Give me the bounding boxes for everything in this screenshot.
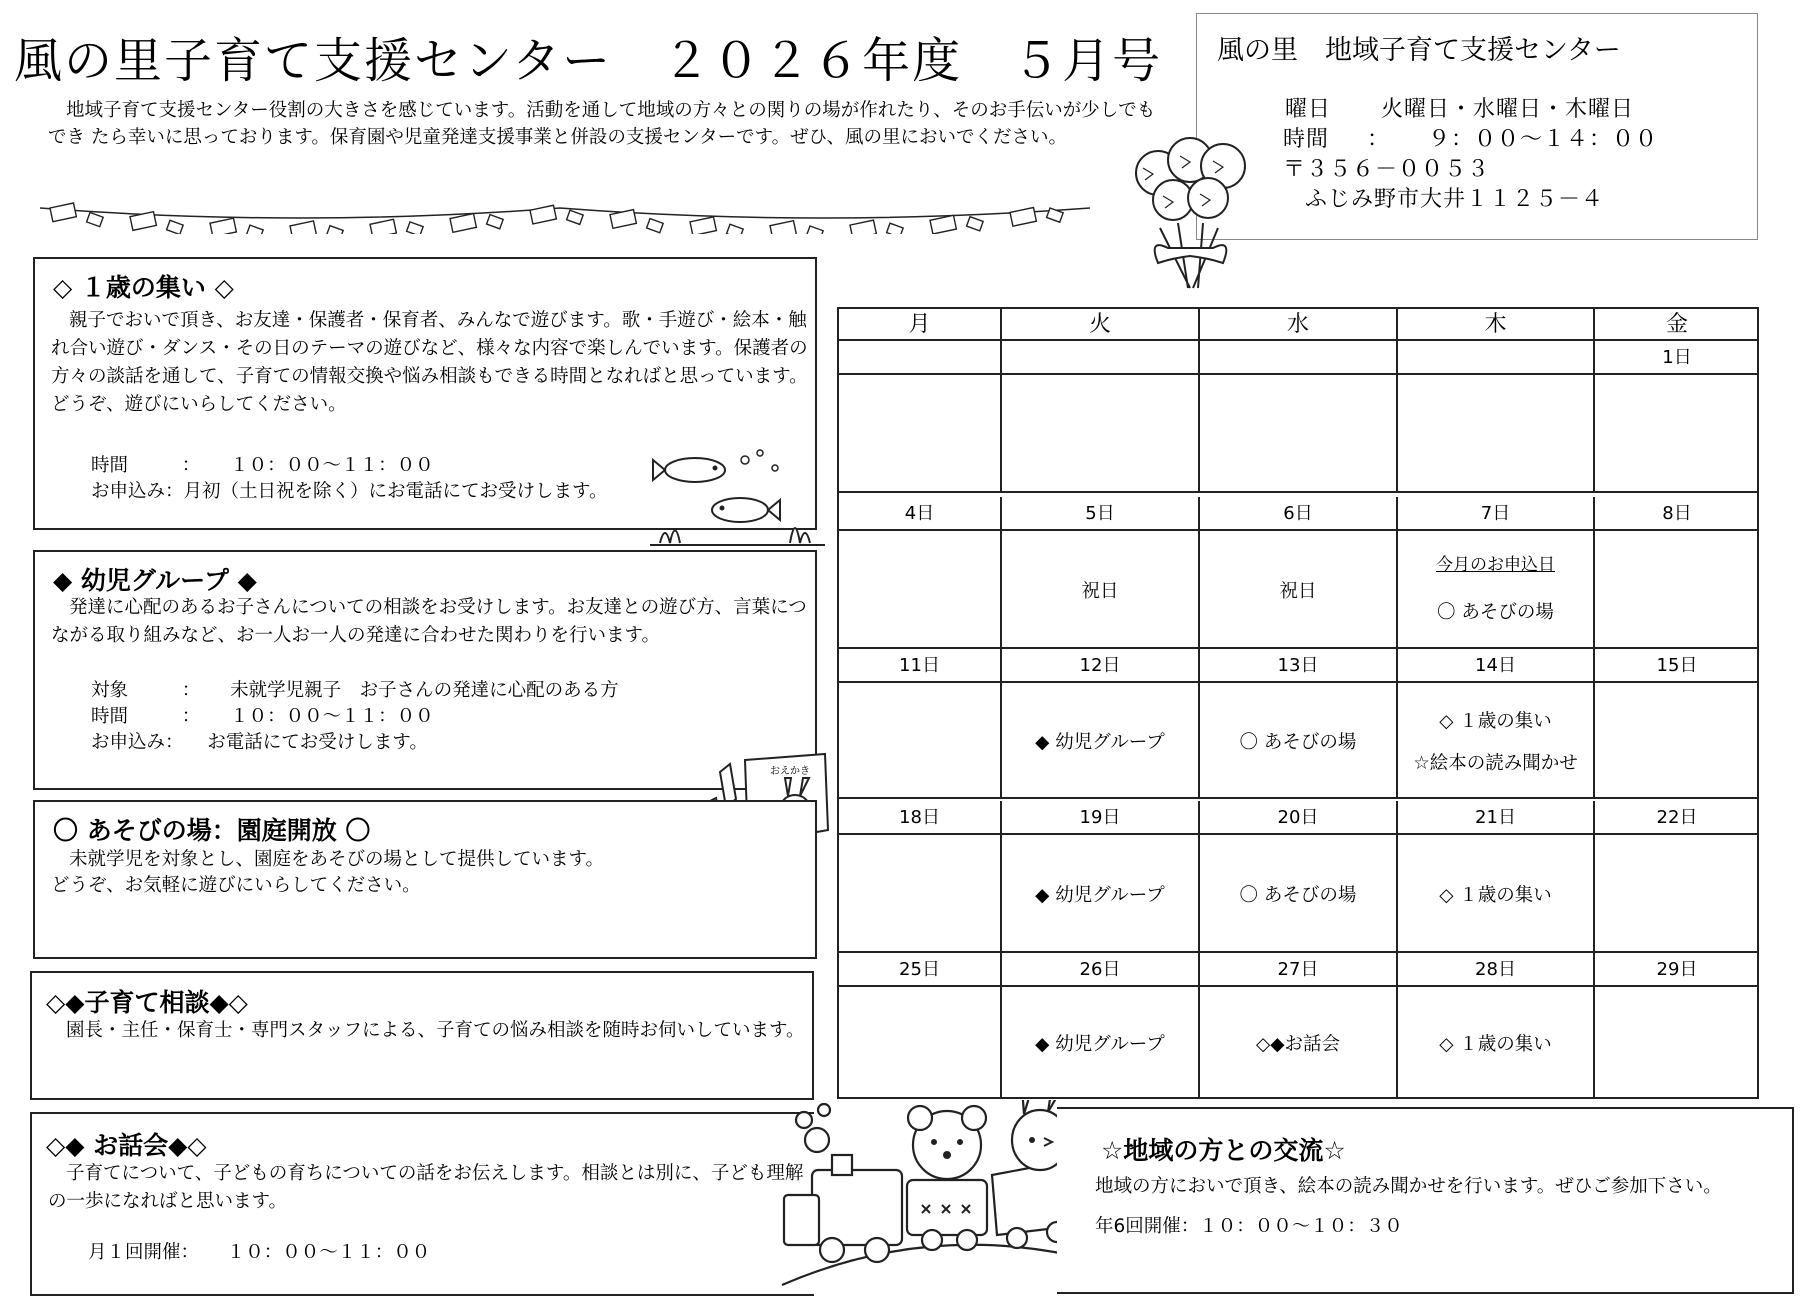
calendar-weekday-header: 木 (1398, 309, 1595, 341)
calendar-date: 8日 (1595, 497, 1759, 531)
calendar-day-cell (1200, 835, 1398, 953)
calendar-day-cell (1200, 987, 1398, 1099)
bunting-flag (370, 219, 396, 234)
calendar-event: 〇 あそびの場 (1239, 732, 1357, 753)
info-time-sep: ： (1367, 127, 1391, 152)
calendar-date: 27日 (1200, 953, 1398, 987)
calendar-event: ◆ 幼児グループ (1035, 885, 1165, 906)
bunting-decoration (40, 200, 1090, 230)
infant-group-apply (91, 728, 428, 754)
calendar-event: 〇 あそびの場 (1437, 602, 1554, 623)
section-one-year-apply (91, 477, 608, 503)
calendar-date (1002, 341, 1200, 375)
info-box (1196, 13, 1758, 240)
bunting-flag (930, 215, 956, 234)
bunting-star (647, 219, 664, 233)
calendar-day-cell (839, 835, 1002, 953)
one-year-apply-value: ：月初（土日祝を除く）にお電話にてお受けします。 (165, 481, 608, 502)
bunting-star (487, 215, 504, 229)
bunting-star (407, 222, 424, 234)
bunting-star (327, 226, 344, 234)
calendar-event: ◇◆お話会 (1256, 1034, 1340, 1055)
calendar-day-cell (1002, 375, 1200, 493)
infant-target-label: 対象 (91, 680, 129, 701)
infant-group-target (91, 676, 619, 702)
calendar-event: ◇ １歳の集い (1439, 885, 1552, 906)
bunting-star (727, 224, 744, 234)
bunting-flag (210, 218, 236, 234)
section-one-year-title: ◇ １歳の集い ◇ (53, 273, 234, 302)
calendar-weekday-header: 水 (1200, 309, 1398, 341)
talk-schedule-label: 月１回開催： (88, 1242, 200, 1263)
bunting-star (87, 212, 104, 226)
calendar-date: 13日 (1200, 649, 1398, 683)
infant-time-label: 時間 (91, 706, 129, 727)
infant-time-value: １０：００～１１：００ (230, 706, 434, 727)
infant-apply-label: お申込み： (91, 732, 184, 753)
calendar-date: 6日 (1200, 497, 1398, 531)
bunting-flag (50, 203, 76, 222)
calendar-date: 20日 (1200, 801, 1398, 835)
calendar-event: 今月のお申込日 (1436, 555, 1555, 575)
calendar-day-cell (1002, 531, 1200, 649)
calendar-event: ◇ １歳の集い (1439, 711, 1552, 732)
calendar-day-cell (1398, 375, 1595, 493)
community-text: 地域の方においで頂き、絵本の読み聞かせを行います。ぜひご参加下さい。 (1095, 1176, 1722, 1197)
bunting-flag (450, 214, 476, 233)
play-area-line2: どうぞ、お気軽に遊びにいらしてください。 (51, 875, 421, 896)
calendar-day-cell (1002, 835, 1200, 953)
carnation-bouquet-illustration (1118, 128, 1268, 297)
calendar-date: 1日 (1595, 341, 1759, 375)
talk-schedule-value: １０：００～１１：００ (226, 1242, 431, 1263)
info-postal: 〒３５６－００５３ (1283, 157, 1491, 182)
calendar-event: 〇 あそびの場 (1239, 885, 1357, 906)
bunting-flag (1010, 207, 1036, 226)
play-area-line1: 未就学児を対象とし、園庭をあそびの場として提供しています。 (69, 849, 605, 870)
calendar-weekday-header: 金 (1595, 309, 1759, 341)
calendar-date: 18日 (839, 801, 1002, 835)
one-year-apply-label: お申込み (91, 481, 166, 502)
info-time-value: ９：００～１４：００ (1428, 127, 1659, 152)
info-address: ふじみ野市大井１１２５－４ (1305, 187, 1605, 212)
section-talk (30, 1112, 814, 1296)
calendar-day-cell (1200, 531, 1398, 649)
section-play-area (33, 800, 817, 959)
section-consult (30, 971, 814, 1100)
bunting-flag (530, 205, 556, 224)
bunting-flag (690, 217, 716, 234)
calendar-day-cell (839, 531, 1002, 649)
calendar-event: 祝日 (1081, 581, 1119, 602)
calendar-event: ◆ 幼児グループ (1035, 1034, 1165, 1055)
calendar-event: ◇ １歳の集い (1439, 1034, 1552, 1055)
info-days-label: 曜日 (1285, 97, 1332, 122)
calendar-date: 5日 (1002, 497, 1200, 531)
calendar-date: 26日 (1002, 953, 1200, 987)
community-schedule: 年6回開催：１０：００～１０：３０ (1095, 1216, 1403, 1237)
calendar-day-cell (1398, 531, 1595, 649)
train-illustration (772, 1100, 1092, 1294)
bunting-flag (850, 220, 876, 234)
calendar-day-cell (1595, 683, 1759, 799)
page-title: 風の里子育て支援センター ２０２６年度 ５月号 (14, 33, 1163, 89)
section-infant-group-title: ◆ 幼児グループ ◆ (53, 566, 257, 595)
calendar-date: 21日 (1398, 801, 1595, 835)
section-community-title: ☆地域の方との交流☆ (1101, 1136, 1346, 1165)
bunting-star (247, 225, 264, 234)
calendar-date: 7日 (1398, 497, 1595, 531)
calendar-date: 25日 (839, 953, 1002, 987)
calendar-date (1398, 341, 1595, 375)
calendar-day-cell (1398, 835, 1595, 953)
calendar-date: 4日 (839, 497, 1002, 531)
calendar-date: 12日 (1002, 649, 1200, 683)
one-year-time-value: １０：００～１１：００ (230, 455, 434, 476)
calendar (837, 307, 1759, 1099)
infant-target-value: 未就学児親子 お子さんの発達に心配のある方 (230, 680, 619, 701)
calendar-event: ◆ 幼児グループ (1035, 732, 1165, 753)
train-icon (772, 1100, 1092, 1290)
calendar-date: 15日 (1595, 649, 1759, 683)
calendar-day-cell (1002, 987, 1200, 1099)
calendar-date (1200, 341, 1398, 375)
calendar-date: 28日 (1398, 953, 1595, 987)
section-one-year-time (91, 451, 434, 477)
calendar-day-cell (839, 375, 1002, 493)
calendar-date: 14日 (1398, 649, 1595, 683)
calendar-day-cell (1002, 683, 1200, 799)
section-one-year-text: 親子でおいで頂き、お友達・保護者・保育者、みんなで遊びます。歌・手遊び・絵本・触れ合い遊び・ダンス・その日のテーマの遊びなど、様々な内容で楽しんでいます。保護者の方々の談話を通して、子育ての情報交換や悩み相談もできる時間となればと思っています。どうぞ、遊びにいらしてください。 (51, 310, 808, 415)
calendar-day-cell (1200, 683, 1398, 799)
calendar-date: 19日 (1002, 801, 1200, 835)
calendar-day-cell (1595, 835, 1759, 953)
bunting-icon (40, 200, 1090, 234)
infant-time-sep: ： (181, 706, 201, 727)
info-time (1283, 122, 1658, 153)
one-year-time-label: 時間 (91, 455, 129, 476)
calendar-day-cell (839, 683, 1002, 799)
calendar-weekday-header: 火 (1002, 309, 1200, 341)
calendar-day-cell (1595, 375, 1759, 493)
calendar-day-cell (1200, 375, 1398, 493)
bunting-star (807, 226, 824, 234)
calendar-day-cell (1595, 987, 1759, 1099)
fish-illustration (650, 448, 830, 552)
info-days (1285, 92, 1634, 123)
infant-group-time (91, 702, 434, 728)
calendar-event: 祝日 (1279, 581, 1317, 602)
section-consult-text: 園長・主任・保育士・専門スタッフによる、子育ての悩み相談を随時お伺いしています。 (66, 1020, 805, 1041)
section-talk-text: 子育てについて、子どもの育ちについての話をお伝えします。相談とは別に、子ども理解の一歩になればと思います。 (48, 1163, 804, 1212)
info-days-value: 火曜日・水曜日・木曜日 (1381, 97, 1635, 122)
bouquet-icon (1118, 128, 1268, 293)
bunting-star (567, 210, 584, 224)
bunting-flag (770, 221, 796, 234)
fish-icon (650, 448, 830, 548)
section-play-area-title: 〇 あそびの場：園庭開放 〇 (53, 816, 371, 845)
infant-apply-value: お電話にてお受けします。 (207, 732, 428, 753)
sketchbook-label: おえかき (770, 766, 810, 777)
bunting-flag (290, 221, 316, 234)
section-consult-title: ◇◆子育て相談◆◇ (46, 988, 248, 1017)
calendar-day-cell (1398, 987, 1595, 1099)
calendar-weekday-header: 月 (839, 309, 1002, 341)
calendar-date (839, 341, 1002, 375)
calendar-date: 29日 (1595, 953, 1759, 987)
section-talk-title: ◇◆ お話会◆◇ (46, 1131, 207, 1160)
calendar-date: 11日 (839, 649, 1002, 683)
intro-text: 地域子育て支援センター役割の大きさを感じています。活動を通して地域の方々との関りの場が作れたり、そのお手伝いが少しでもでき たら幸いに思っております。保育園や児童発達支援事業と併設の支援センターです。ぜひ、風の里においでください。 (48, 100, 1156, 148)
one-year-time-sep: ： (181, 455, 201, 476)
bunting-star (167, 220, 184, 234)
calendar-date: 22日 (1595, 801, 1759, 835)
infant-target-sep: ： (181, 680, 201, 701)
bunting-star (967, 217, 984, 231)
calendar-day-cell (1595, 531, 1759, 649)
talk-schedule (88, 1238, 430, 1264)
calendar-event: ☆絵本の読み聞かせ (1413, 753, 1578, 774)
bunting-star (887, 223, 904, 234)
calendar-day-cell (839, 987, 1002, 1099)
calendar-day-cell (1398, 683, 1595, 799)
info-title: 風の里 地域子育て支援センター (1217, 35, 1621, 66)
section-infant-group-text: 発達に心配のあるお子さんについての相談をお受けします。お友達との遊び方、言葉につながる取り組みなど、お一人お一人の発達に合わせた関わりを行います。 (51, 597, 807, 646)
info-time-label: 時間 (1283, 127, 1330, 152)
section-community (1057, 1107, 1794, 1294)
